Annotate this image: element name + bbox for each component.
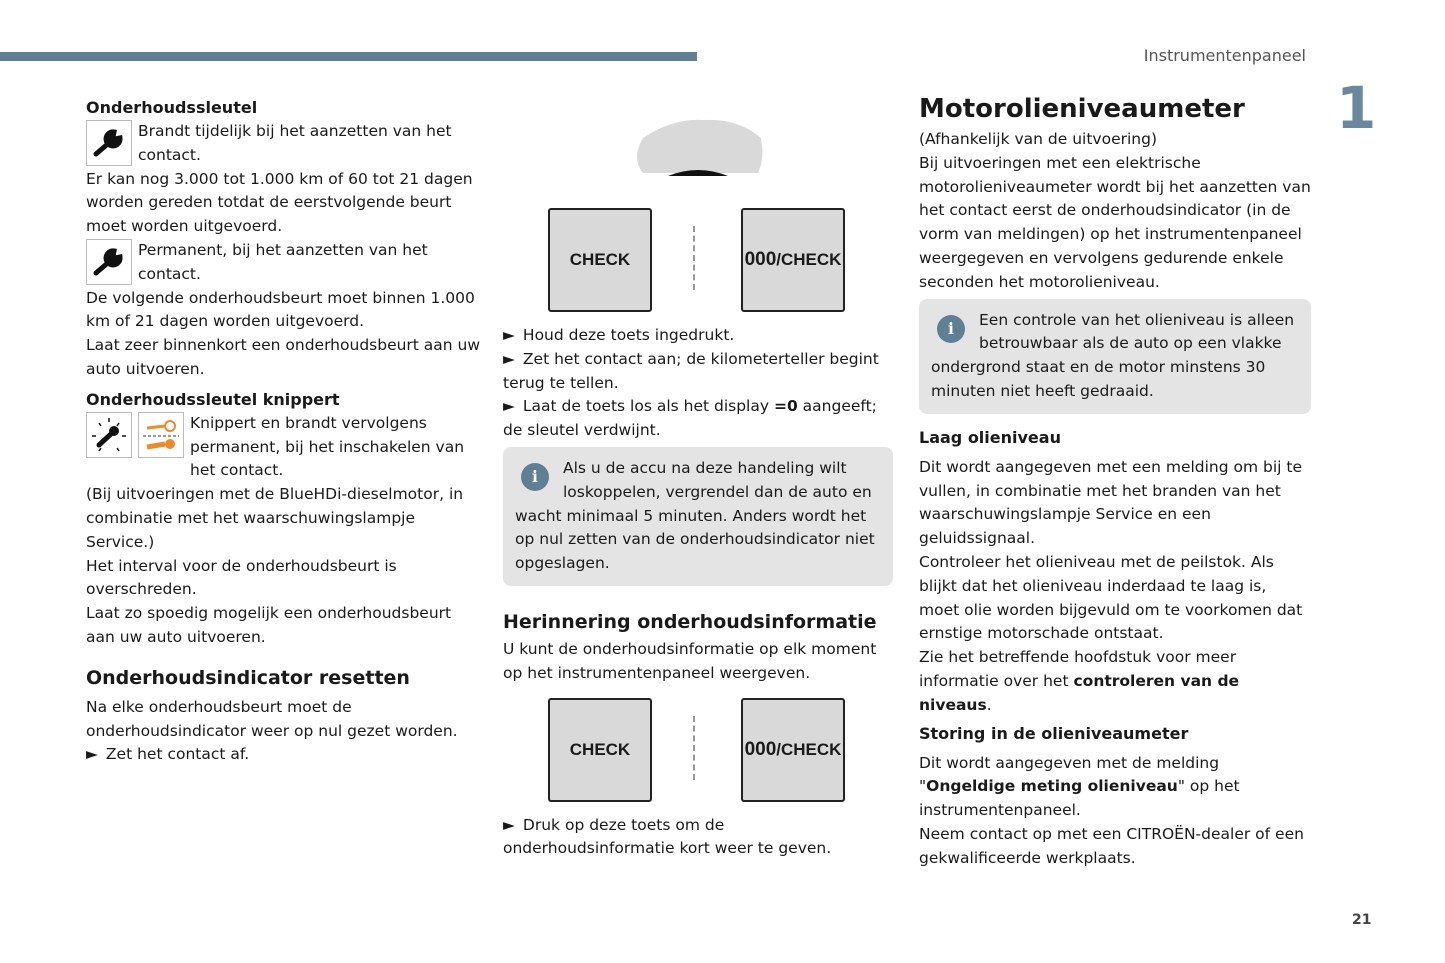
- header-bar: [0, 52, 697, 61]
- step: ► Houd deze toets ingedrukt.: [503, 326, 735, 344]
- text: Zie het betreffende hoofdstuk voor meer informatie over het controleren van de niveaus.: [919, 648, 1240, 714]
- check-button[interactable]: CHECK: [548, 208, 652, 312]
- left-column: [86, 96, 481, 767]
- text: Laat zeer binnenkort een onderhoudsbeurt aan uw auto uitvoeren.: [86, 336, 481, 378]
- text: Een controle van het olieniveau is alleen betrouwbaar als de auto op een vlakke ondergrond staat en de motor minstens 30 minuten niet heeft gedraaid.: [931, 310, 1295, 400]
- step: ► Druk op deze toets om de onderhoudsinformatie kort weer te geven.: [503, 815, 832, 858]
- text: Na elke onderhoudsbeurt moet de onderhoudsindicator weer op nul gezet worden.: [86, 697, 458, 740]
- button-diagram: [503, 698, 893, 802]
- heading-reset: Onderhoudsindicator resetten: [86, 666, 410, 689]
- heading-maintenance-key: Onderhoudssleutel: [86, 98, 258, 117]
- text: Bij uitvoeringen met een elektrische motorolieniveaumeter wordt bij het aanzetten van het contact eerst de onderhoudsindicator (in de vorm van meldingen) op het instrumentenpaneel weergegeven en vervolgens gedurende enkele seconden het motorolieniveau.: [919, 153, 1311, 291]
- text: U kunt de onderhoudsinformatie op elk moment op het instrumentenpaneel weergeven.: [503, 639, 877, 682]
- text: Neem contact op met een CITROËN-dealer of een gekwalificeerde werkplaats.: [919, 824, 1304, 867]
- wrench-icon: [86, 120, 132, 166]
- step: ► Zet het contact aan; de kilometerteller begint terug te tellen.: [503, 349, 879, 392]
- text: (Bij uitvoeringen met de BlueHDi-dieselmotor, in combinatie met het waarschuwingslampje Service.): [86, 485, 464, 551]
- car-top-icon: [503, 118, 893, 200]
- button-diagram: [503, 208, 893, 312]
- heading-gauge-fault: Storing in de olieniveaumeter: [919, 723, 1189, 743]
- text: Er kan nog 3.000 tot 1.000 km of 60 tot 21 dagen worden gereden totdat de eerstvolgende beurt moet worden uitgevoerd.: [86, 169, 473, 236]
- text: Controleer het olieniveau met de peilstok. Als blijkt dat het olieniveau inderdaad te laag is, moet olie worden bijgevuld om te voorkomen dat ernstige motorschade ontstaat.: [919, 552, 1303, 643]
- text: Laat zo spoedig mogelijk een onderhoudsbeurt aan uw auto uitvoeren.: [86, 604, 452, 646]
- wrench-icon: [86, 239, 132, 285]
- text: (Afhankelijk van de uitvoering): [919, 130, 1157, 148]
- text: Het interval voor de onderhoudsbeurt is overschreden.: [86, 556, 397, 599]
- text: Brandt tijdelijk bij het aanzetten van het contact.: [138, 122, 452, 164]
- page-number: 21: [1352, 912, 1372, 928]
- text: Dit wordt aangegeven met de melding "Ongeldige meting olieniveau" op het instrumentenpaneel.: [919, 753, 1240, 820]
- reset-check-button[interactable]: 000 /CHECK: [741, 698, 845, 802]
- heading-reminder: Herinnering onderhoudsinformatie: [503, 610, 877, 633]
- info-note: [503, 447, 893, 586]
- info-icon: i: [937, 315, 965, 343]
- reset-check-button[interactable]: 000 /CHECK: [741, 208, 845, 312]
- middle-column: [503, 96, 893, 861]
- divider: [693, 716, 695, 780]
- right-column: [919, 90, 1311, 871]
- text: Dit wordt aangegeven met een melding om bij te vullen, in combinatie met het branden van het waarschuwingslampje Service en een geluidssignaal.: [919, 457, 1303, 548]
- check-button[interactable]: CHECK: [548, 698, 652, 802]
- text: Knippert en brandt vervolgens permanent, bij het inschakelen van het contact.: [190, 413, 465, 480]
- divider: [693, 226, 695, 290]
- info-note: [919, 299, 1311, 414]
- page-title: Motorolieniveaumeter: [919, 94, 1245, 124]
- step: ► Laat de toets los als het display =0 aangeeft; de sleutel verdwijnt.: [503, 397, 877, 440]
- text: Als u de accu na deze handeling wilt loskoppelen, vergrendel dan de auto en wacht minimaal 5 minuten. Anders wordt het op nul zetten van de onderhoudsindicator niet opgeslagen.: [515, 458, 875, 573]
- heading-key-flashing: Onderhoudssleutel knippert: [86, 389, 340, 409]
- chapter-number: 1: [1336, 74, 1377, 142]
- section-title: Instrumentenpaneel: [1143, 46, 1306, 65]
- heading-low-oil: Laag olieniveau: [919, 427, 1061, 447]
- step: ► Zet het contact af.: [86, 745, 250, 764]
- orange-wrench-icon: [138, 412, 184, 458]
- text: De volgende onderhoudsbeurt moet binnen 1.000 km of 21 dagen worden uitgevoerd.: [86, 288, 475, 331]
- info-icon: i: [521, 463, 549, 491]
- flashing-wrench-icon: [86, 412, 132, 458]
- text: Permanent, bij het aanzetten van het contact.: [138, 240, 428, 283]
